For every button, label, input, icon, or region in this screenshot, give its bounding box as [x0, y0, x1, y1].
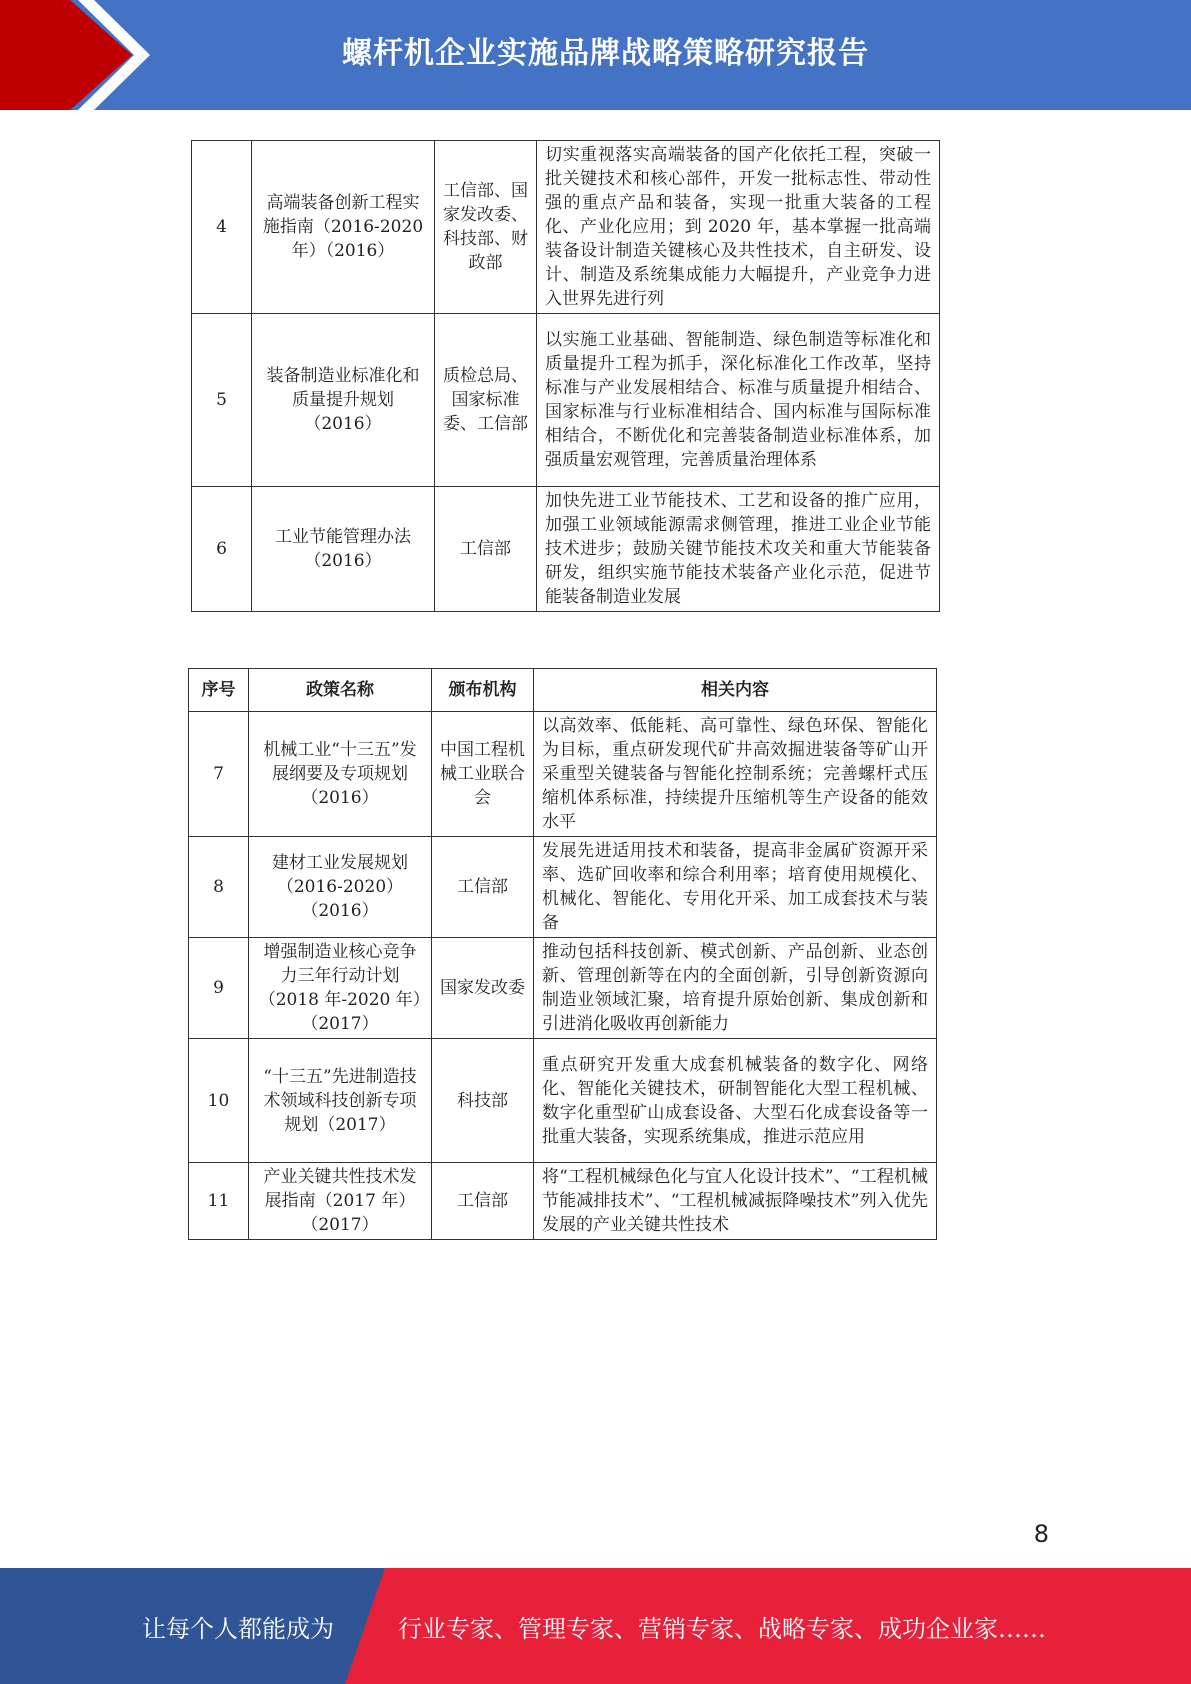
table-header-row	[189, 669, 937, 712]
issuing-org: 科技部	[432, 1039, 534, 1163]
policy-name: 机械工业“十三五”发展纲要及专项规划（2016）	[249, 712, 432, 837]
issuing-org: 国家发改委	[432, 938, 534, 1039]
report-title: 螺杆机企业实施品牌战略策略研究报告	[342, 36, 869, 71]
table-row	[192, 314, 940, 487]
row-number: 11	[189, 1163, 249, 1240]
header-name: 政策名称	[249, 669, 432, 712]
footer-slogan-left: 让每个人都能成为	[142, 1614, 334, 1643]
page-header	[0, 0, 1191, 110]
policy-name: 建材工业发展规划（2016-2020）（2016）	[249, 837, 432, 938]
policy-name: 产业关键共性技术发展指南（2017 年）（2017）	[249, 1163, 432, 1240]
table-row	[189, 712, 937, 837]
header-content: 相关内容	[534, 669, 937, 712]
policy-content: 以高效率、低能耗、高可靠性、绿色环保、智能化为目标，重点研发现代矿井高效掘进装备等矿山开采重型关键装备与智能化控制系统；完善螺杆式压缩机体系标准，持续提升压缩机等生产设备的能效水平	[534, 712, 937, 837]
policy-content: 以实施工业基础、智能制造、绿色制造等标准化和质量提升工程为抓手，深化标准化工作改革，坚持标准与产业发展相结合、标准与质量提升相结合、国家标准与行业标准相结合、国内标准与国际标准相结合，不断优化和完善装备制造业标准体系，加强质量宏观管理，完善质量治理体系	[537, 314, 940, 487]
issuing-org: 质检总局、国家标准委、工信部	[435, 314, 537, 487]
policy-name: 装备制造业标准化和质量提升规划（2016）	[252, 314, 435, 487]
policy-name: 工业节能管理办法（2016）	[252, 487, 435, 612]
row-number: 6	[192, 487, 252, 612]
table-row	[189, 837, 937, 938]
table-row	[189, 1163, 937, 1240]
row-number: 5	[192, 314, 252, 487]
table-row	[189, 938, 937, 1039]
page-number: 8	[1033, 1520, 1049, 1548]
row-number: 8	[189, 837, 249, 938]
row-number: 10	[189, 1039, 249, 1163]
footer-slogan-right: 行业专家、管理专家、营销专家、战略专家、成功企业家……	[398, 1614, 1046, 1643]
row-number: 7	[189, 712, 249, 837]
row-number: 4	[192, 141, 252, 314]
policy-content: 将“工程机械绿色化与宜人化设计技术”、“工程机械节能减排技术”、“工程机械减振降噪技术”列入优先发展的产业关键共性技术	[534, 1163, 937, 1240]
policy-name: 高端装备创新工程实施指南（2016-2020 年）（2016）	[252, 141, 435, 314]
issuing-org: 工信部、国家发改委、科技部、财政部	[435, 141, 537, 314]
policy-content: 发展先进适用技术和装备，提高非金属矿资源开采率、选矿回收率和综合利用率；培育使用规模化、机械化、智能化、专用化开采、加工成套技术与装备	[534, 837, 937, 938]
page-footer	[0, 1568, 1191, 1684]
policy-table	[188, 668, 937, 1240]
issuing-org: 中国工程机械工业联合会	[432, 712, 534, 837]
issuing-org: 工信部	[435, 487, 537, 612]
policy-name: 增强制造业核心竞争力三年行动计划（2018 年-2020 年）（2017）	[249, 938, 432, 1039]
issuing-org: 工信部	[432, 1163, 534, 1240]
policy-name: “十三五”先进制造技术领域科技创新专项规划（2017）	[249, 1039, 432, 1163]
policy-table-continued	[191, 140, 940, 612]
policy-content: 推动包括科技创新、模式创新、产品创新、业态创新、管理创新等在内的全面创新，引导创新资源向制造业领域汇聚，培育提升原始创新、集成创新和引进消化吸收再创新能力	[534, 938, 937, 1039]
issuing-org: 工信部	[432, 837, 534, 938]
policy-content: 切实重视落实高端装备的国产化依托工程，突破一批关键技术和核心部件，开发一批标志性、带动性强的重点产品和装备，实现一批重大装备的工程化、产业化应用；到 2020 年，基本掌握一批高端装备设计制造关键核心及共性技术，自主研发、设计、制造及系统集成能力大幅提升，产业竞争力进入世界先进行列	[537, 141, 940, 314]
policy-content: 重点研究开发重大成套机械装备的数字化、网络化、智能化关键技术，研制智能化大型工程机械、数字化重型矿山成套设备、大型石化成套设备等一批重大装备，实现系统集成，推进示范应用	[534, 1039, 937, 1163]
table-row	[192, 487, 940, 612]
header-org: 颁布机构	[432, 669, 534, 712]
header-num: 序号	[189, 669, 249, 712]
row-number: 9	[189, 938, 249, 1039]
table-row	[189, 1039, 937, 1163]
policy-content: 加快先进工业节能技术、工艺和设备的推广应用，加强工业领域能源需求侧管理，推进工业企业节能技术进步；鼓励关键节能技术攻关和重大节能装备研发，组织实施节能技术装备产业化示范，促进节能装备制造业发展	[537, 487, 940, 612]
table-row	[192, 141, 940, 314]
